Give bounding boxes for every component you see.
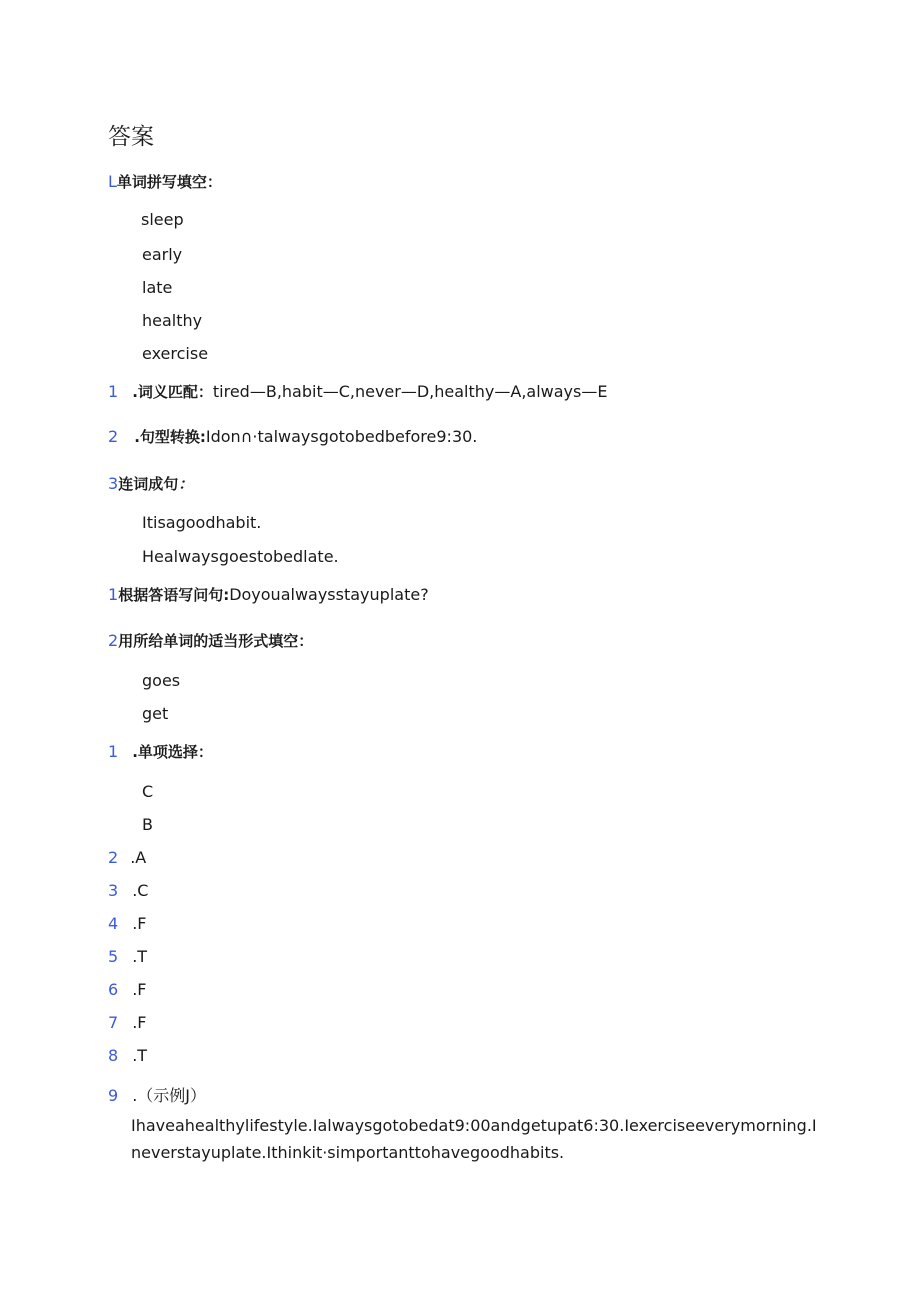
section-number: L xyxy=(108,172,117,191)
section-number: 1 xyxy=(108,585,119,604)
section-heading: 根据答语写问句: xyxy=(118,586,230,604)
answer-item: Healwaysgoestobedlate. xyxy=(142,547,339,566)
section-content: Idon∩·talwaysgotobedbefore9:30. xyxy=(205,427,478,446)
section-number: 2 xyxy=(108,427,119,446)
item-answer: .F xyxy=(132,1013,147,1032)
item-number: 5 xyxy=(108,947,119,966)
section-number: 3 xyxy=(108,474,119,493)
section-write-question xyxy=(108,584,429,605)
answer-line xyxy=(108,1013,146,1032)
section-heading: 用所给单词的适当形式填空： xyxy=(118,632,314,650)
item-answer: .T xyxy=(132,1046,148,1065)
item-number: 8 xyxy=(108,1046,119,1065)
section-content: tired—B,habit—C,never—D,healthy—A,always—E xyxy=(212,382,608,401)
section-number: 1 xyxy=(108,742,119,761)
item-number: 4 xyxy=(108,914,119,933)
answer-item: C xyxy=(142,782,154,801)
answer-item: late xyxy=(142,278,173,297)
section-heading: 单词拼写填空： xyxy=(116,173,222,191)
section-word-form xyxy=(108,630,313,651)
section-heading: .单项选择： xyxy=(132,743,213,761)
page-title: 答案 xyxy=(108,124,154,150)
item-answer: .A xyxy=(130,848,147,867)
item-number: 6 xyxy=(108,980,119,999)
section-multiple-choice xyxy=(108,741,213,762)
section-heading: .句型转换: xyxy=(134,428,206,446)
answer-item: exercise xyxy=(142,344,209,363)
item-number: 7 xyxy=(108,1013,119,1032)
section-word-order xyxy=(108,473,193,494)
answer-item: get xyxy=(142,704,169,723)
answer-item: Itisagoodhabit. xyxy=(142,513,262,532)
answer-item: sleep xyxy=(141,210,184,229)
answer-line xyxy=(108,881,148,900)
answer-item: goes xyxy=(142,671,181,690)
item-number: 9 xyxy=(108,1086,119,1105)
section-vocab-spelling xyxy=(108,171,222,192)
section-word-matching xyxy=(108,381,607,402)
section-sentence-transform xyxy=(108,426,477,447)
item-answer: .T xyxy=(132,947,148,966)
answer-item: early xyxy=(142,245,183,264)
section-heading: 连词成句 xyxy=(118,475,179,493)
section-number: 1 xyxy=(108,382,119,401)
section-number: 2 xyxy=(108,631,119,650)
answer-line xyxy=(108,947,147,966)
section-heading: .词义匹配： xyxy=(132,383,213,401)
item-number: 3 xyxy=(108,881,119,900)
section-writing-sample xyxy=(108,1083,206,1106)
item-answer: .F xyxy=(132,914,147,933)
section-content: Doyoualwaysstayuplate? xyxy=(229,585,429,604)
section-heading-colon: ： xyxy=(178,475,194,493)
item-number: 2 xyxy=(108,848,119,867)
answer-line xyxy=(108,848,146,867)
answer-line xyxy=(108,914,146,933)
answer-line xyxy=(108,1046,147,1065)
answer-item: B xyxy=(142,815,153,834)
answer-item: healthy xyxy=(142,311,203,330)
item-answer: .C xyxy=(132,881,149,900)
sample-paragraph: Ihaveahealthylifestyle.Ialwaysgotobedat9:00andgetupat6:30.Iexerciseeverymorning.Ineverstayuplate.Ithinkit·simportanttohavegoodhabits. xyxy=(131,1116,817,1162)
sample-label: .（示例J） xyxy=(132,1086,206,1105)
item-answer: .F xyxy=(132,980,147,999)
answer-line xyxy=(108,980,146,999)
